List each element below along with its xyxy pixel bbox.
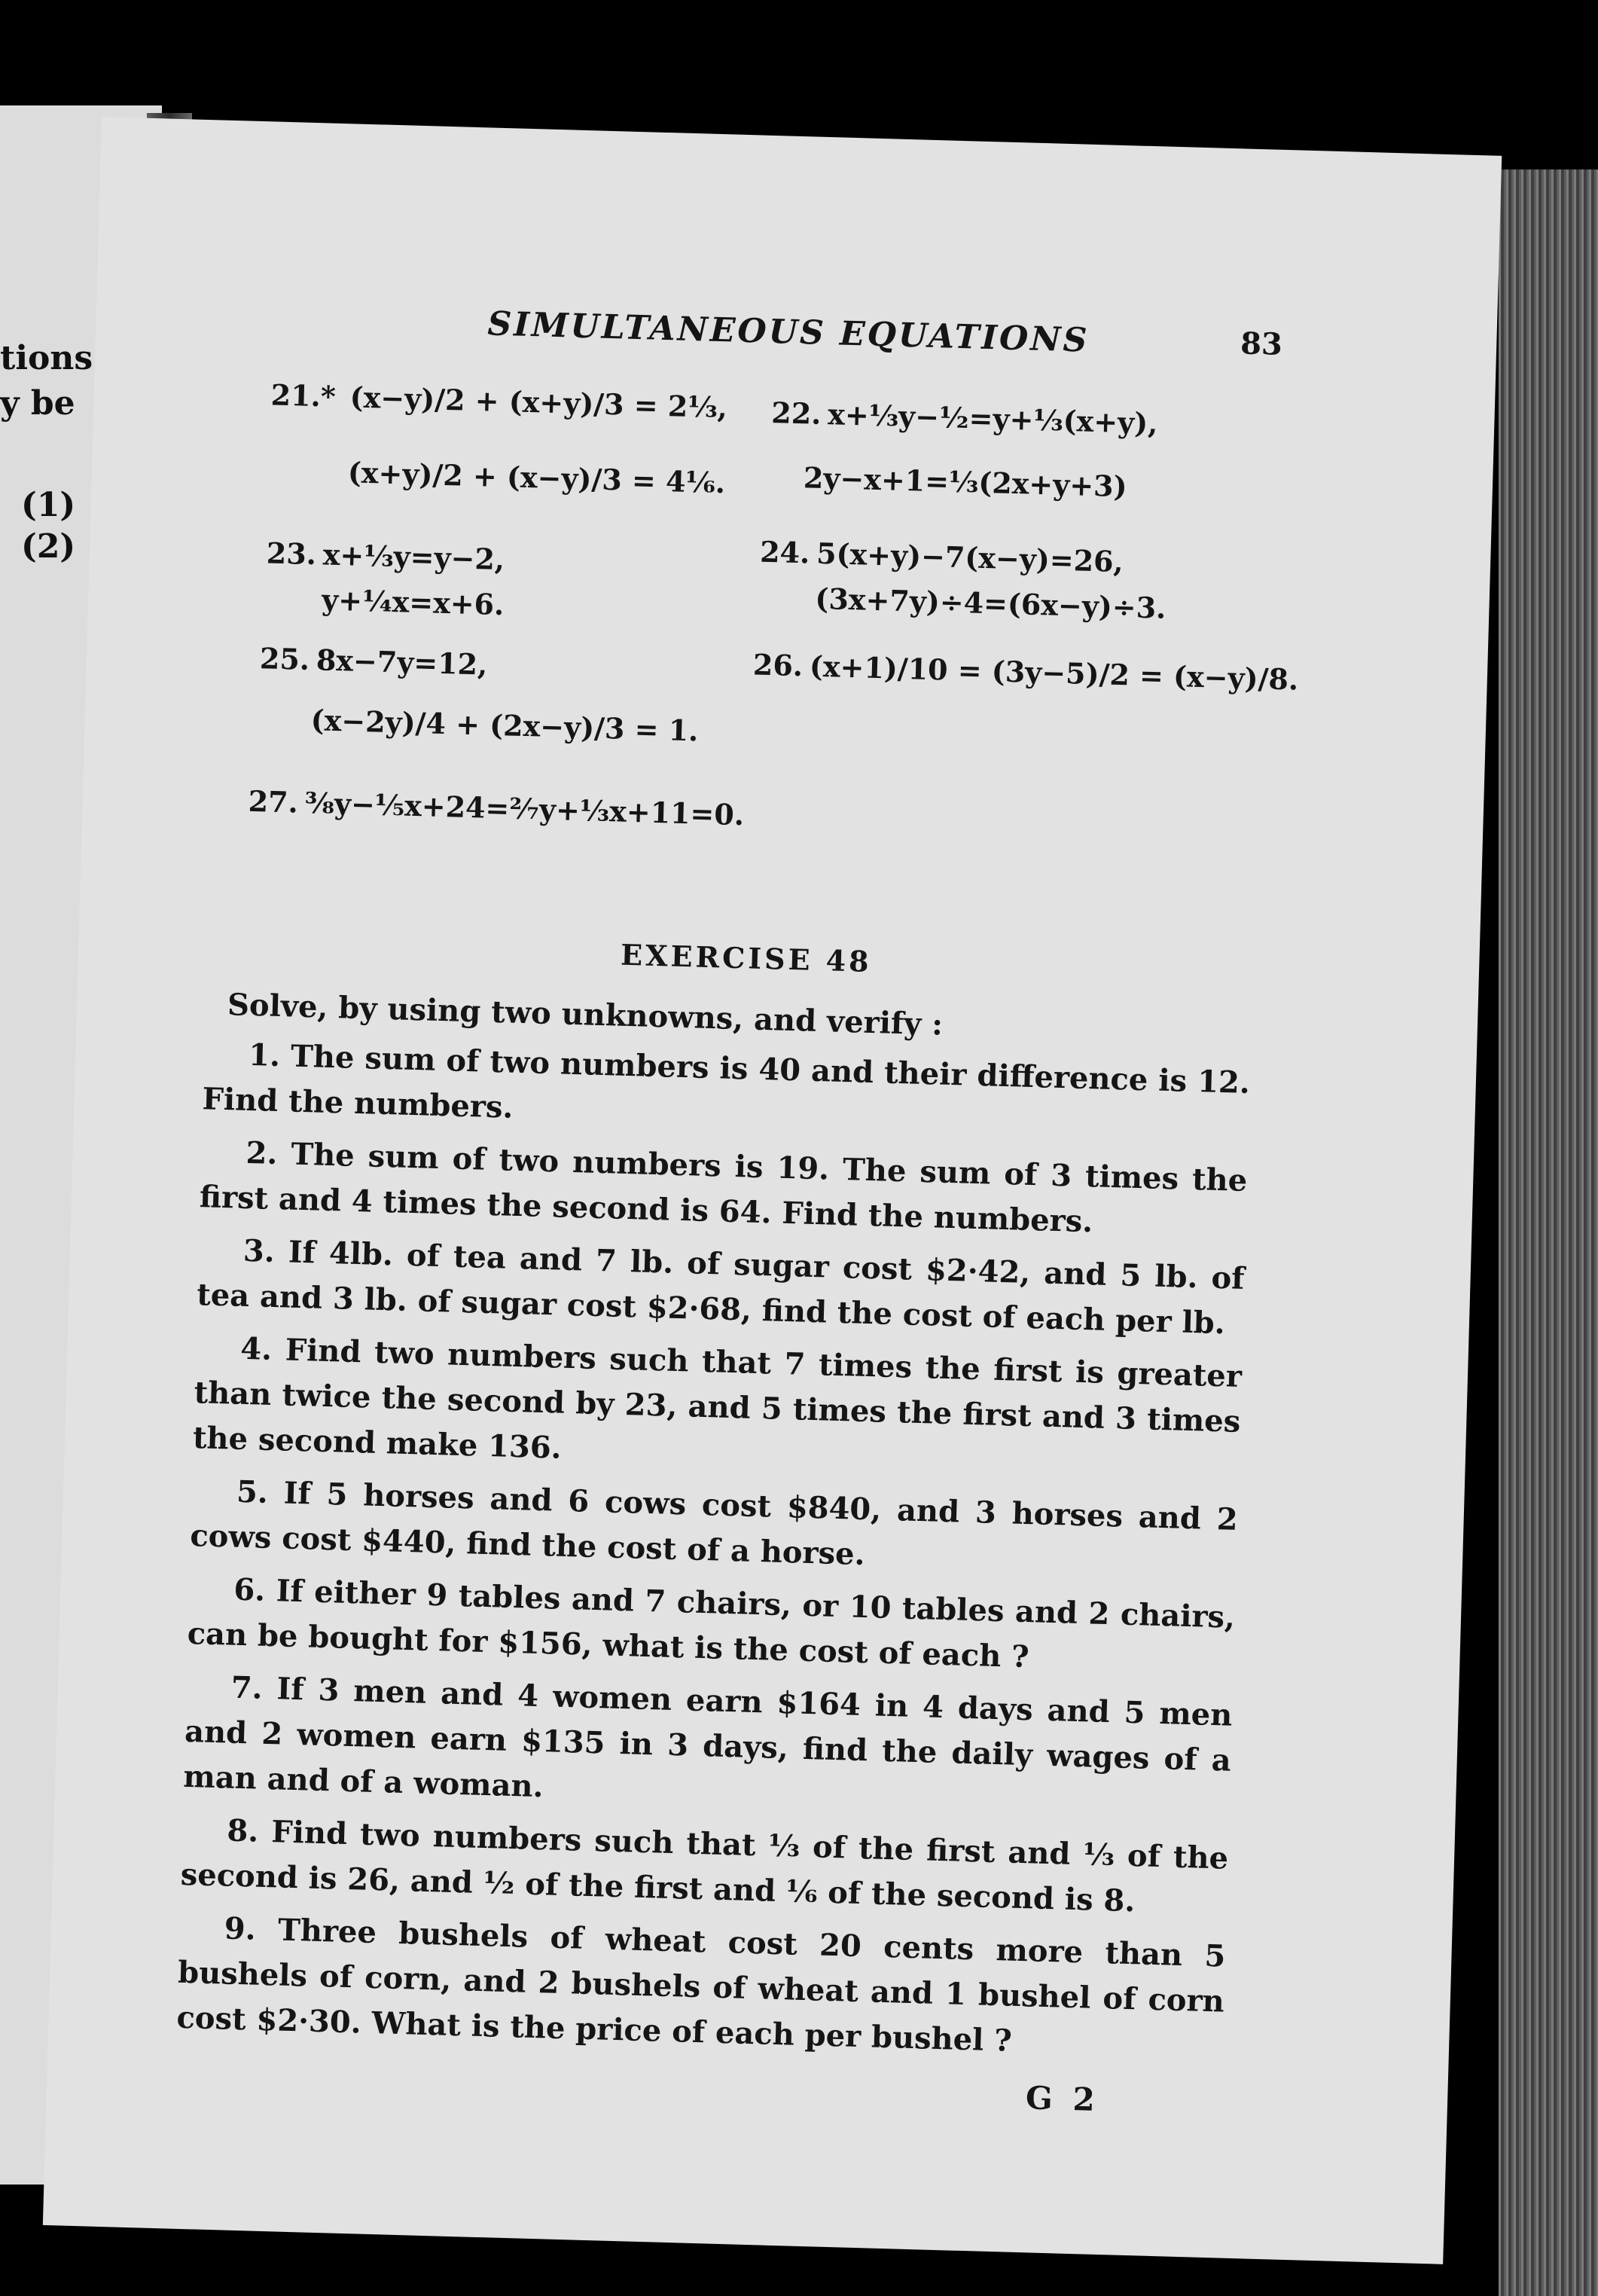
equation-number: 22. xyxy=(770,395,822,431)
problem-text: The sum of two numbers is 19. The sum of 3 times the first and 4 times the second is 64. Find the numbers. xyxy=(199,1136,1248,1240)
equation-line: 8x−7y=12, xyxy=(316,643,488,682)
equation-line: x+⅓y=y−2, xyxy=(322,537,505,577)
problem-text: If 4lb. of tea and 7 lb. of sugar cost $2·42, and 5 lb. of tea and 3 lb. of sugar cost $2·68, find the cost of each per lb. xyxy=(196,1234,1246,1342)
equation-number: 25. xyxy=(259,641,310,676)
left-page-line: tions xyxy=(0,339,93,377)
problem-number: 9. xyxy=(224,1910,257,1947)
problem-text: The sum of two numbers is 40 and their difference is 12. Find the numbers. xyxy=(201,1038,1251,1125)
equation-line: (x+1)/10 = (3y−5)/2 = (x−y)/8. xyxy=(809,649,1299,697)
problem-7 xyxy=(183,1664,1233,1829)
left-page-line: y be xyxy=(0,384,75,423)
left-page-line: (2) xyxy=(21,527,76,566)
signature-mark: G 2 xyxy=(1025,2079,1100,2119)
exercise-title: EXERCISE 48 xyxy=(620,937,873,979)
problem-number: 7. xyxy=(230,1669,264,1706)
problem-9 xyxy=(176,1905,1226,2070)
equation-line: ⅜y−⅕x+24=²⁄₇y+⅓x+11=0. xyxy=(304,785,745,832)
problem-4 xyxy=(192,1325,1242,1490)
problem-number: 6. xyxy=(233,1571,266,1608)
equation-number: 26. xyxy=(752,647,804,683)
equation-number: 23. xyxy=(266,536,317,572)
equation-line: (x−y)/2 + (x+y)/3 = 2⅓, xyxy=(349,380,728,425)
problem-number: 4. xyxy=(239,1330,273,1367)
book-page xyxy=(43,117,1502,2264)
problem-text: If either 9 tables and 7 chairs, or 10 tables and 2 chairs, can be bought for $156, what is the cost of each ? xyxy=(187,1573,1236,1675)
problem-text: If 5 horses and 6 cows cost $840, and 3 horses and 2 cows cost $440, find the cost of a horse. xyxy=(189,1475,1239,1573)
problem-number: 8. xyxy=(226,1812,259,1849)
equation-number: 21.* xyxy=(270,377,337,414)
equation-line: (x+y)/2 + (x−y)/3 = 4⅙. xyxy=(347,455,726,500)
problem-text: If 3 men and 4 women earn $164 in 4 days and 5 men and 2 women earn $135 in 3 days, find the daily wages of a man and of a woman. xyxy=(182,1671,1233,1805)
equation-line: (3x+7y)÷4=(6x−y)÷3. xyxy=(814,581,1166,625)
equation-line: 5(x+y)−7(x−y)=26, xyxy=(816,536,1124,579)
problem-text: Find two numbers such that 7 times the first is greater than twice the second by 23, and 5 times the first and 3 times the second make 136. xyxy=(192,1332,1243,1466)
problem-text: Three bushels of wheat cost 20 cents more than 5 bushels of corn, and 2 bushels of wheat and 1 bushel of corn cost $2·30. What is the price of each per bushel ? xyxy=(175,1912,1227,2059)
equation-line: 2y−x+1=⅓(2x+y+3) xyxy=(803,460,1128,504)
left-page-line: (1) xyxy=(21,486,76,524)
page-number: 83 xyxy=(1240,325,1283,362)
page-edge-stack xyxy=(1499,169,1598,2296)
problem-text: Find two numbers such that ⅓ of the first and ⅓ of the second is 26, and ½ of the first and ⅙ of the second is 8. xyxy=(180,1814,1229,1919)
page-header-title: SIMULTANEOUS EQUATIONS xyxy=(486,304,1090,360)
equation-line: y+¼x=x+6. xyxy=(321,582,505,622)
problem-number: 2. xyxy=(245,1134,279,1172)
equation-number: 24. xyxy=(759,534,810,570)
problem-number: 5. xyxy=(236,1473,269,1510)
problem-number: 3. xyxy=(242,1232,276,1269)
equation-line: (x−2y)/4 + (2x−y)/3 = 1. xyxy=(310,703,700,748)
exercise-intro: Solve, by using two unknowns, and verify : xyxy=(227,987,944,1043)
problem-number: 1. xyxy=(248,1037,281,1074)
equation-line: x+⅓y−½=y+⅓(x+y), xyxy=(827,397,1159,441)
equation-number: 27. xyxy=(248,783,299,820)
